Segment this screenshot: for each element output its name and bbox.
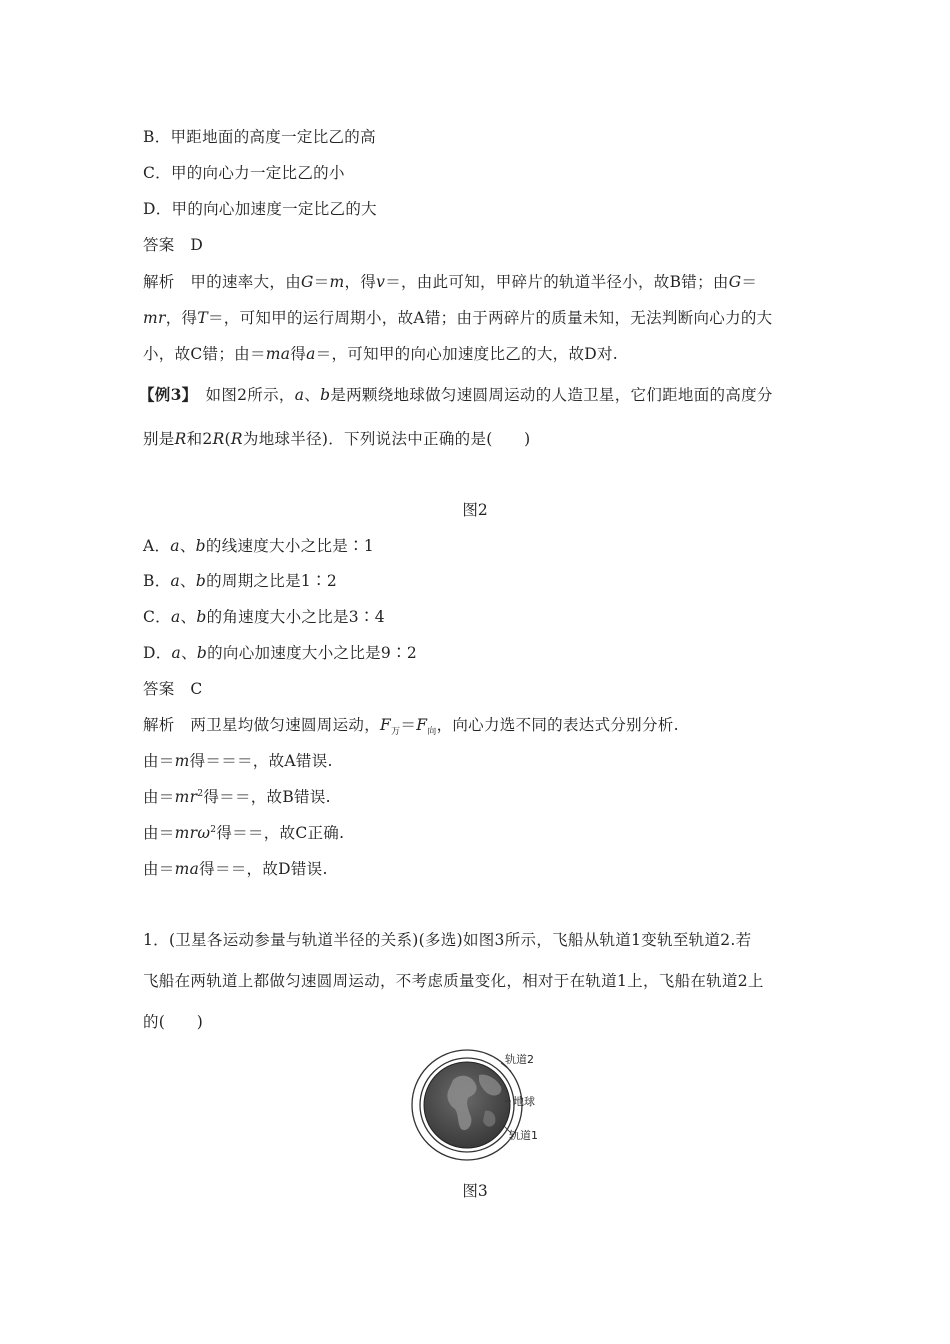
example3-answer: 答案 C [143, 680, 203, 698]
label-earth: 地球 [513, 1095, 535, 1108]
analysis-step-2: 由$=mr^2$得＝＝，故B错误. [143, 788, 331, 806]
orbit-figure [405, 1045, 555, 1165]
figure3-caption: 图3 [462, 1182, 488, 1200]
analysis-prev-line1: 解析 甲的速率大，由G＝m，得v＝，由此可知，甲碎片的轨道半径小，故B错；由G＝ [143, 273, 758, 291]
question1-line1: 1．(卫星各运动参量与轨道半径的关系)(多选)如图3所示，飞船从轨道1变轨至轨道2.若 [143, 931, 752, 949]
example3-analysis: 解析 两卫星均做匀速圆周运动，$F_万=F_向$，向心力选不同的表达式分别分析. [143, 716, 679, 738]
label-orbit-2: 轨道2 [505, 1053, 534, 1066]
figure2-caption: 图2 [462, 501, 488, 519]
example3-stem-line1: 【例3】 如图2所示，a、b是两颗绕地球做匀速圆周运动的人造卫星，它们距地面的高度分 [139, 385, 773, 404]
option-d: D．甲的向心加速度一定比乙的大 [143, 200, 377, 218]
analysis-prev-line2: mr，得T＝，可知甲的运行周期小，故A错；由于两碎片的质量未知，无法判断向心力的大 [143, 309, 773, 327]
analysis-prev-line3: 小，故C错；由＝ma得a＝，可知甲的向心加速度比乙的大，故D对. [143, 345, 619, 363]
label-orbit-1: 轨道1 [509, 1129, 538, 1142]
example3-option-d: D．a、b的向心加速度大小之比是9∶2 [143, 644, 418, 662]
option-b: B．甲距地面的高度一定比乙的高 [143, 128, 376, 146]
example3-option-c: C．a、b的角速度大小之比是3∶4 [143, 608, 385, 626]
analysis-step-4: 由＝ma得＝＝，故D错误. [143, 860, 328, 878]
question1-line2: 飞船在两轨道上都做匀速圆周运动，不考虑质量变化，相对于在轨道1上，飞船在轨道2上 [143, 972, 764, 990]
example3-option-b: B．a、b的周期之比是1∶2 [143, 572, 338, 590]
example3-option-a: A．a、b的线速度大小之比是∶1 [143, 537, 375, 555]
question1-line3: 的( ) [143, 1013, 204, 1031]
analysis-step-3: 由＝mrω$^2$得＝＝，故C正确. [143, 824, 345, 842]
example3-stem-line2: 别是R和2R(R为地球半径)．下列说法中正确的是( ) [143, 430, 531, 448]
example-tag: 【例3】 [139, 385, 190, 404]
answer-prev: 答案 D [143, 236, 204, 254]
analysis-step-1: 由＝m得＝＝＝，故A错误. [143, 752, 333, 770]
option-c: C．甲的向心力一定比乙的小 [143, 164, 345, 182]
